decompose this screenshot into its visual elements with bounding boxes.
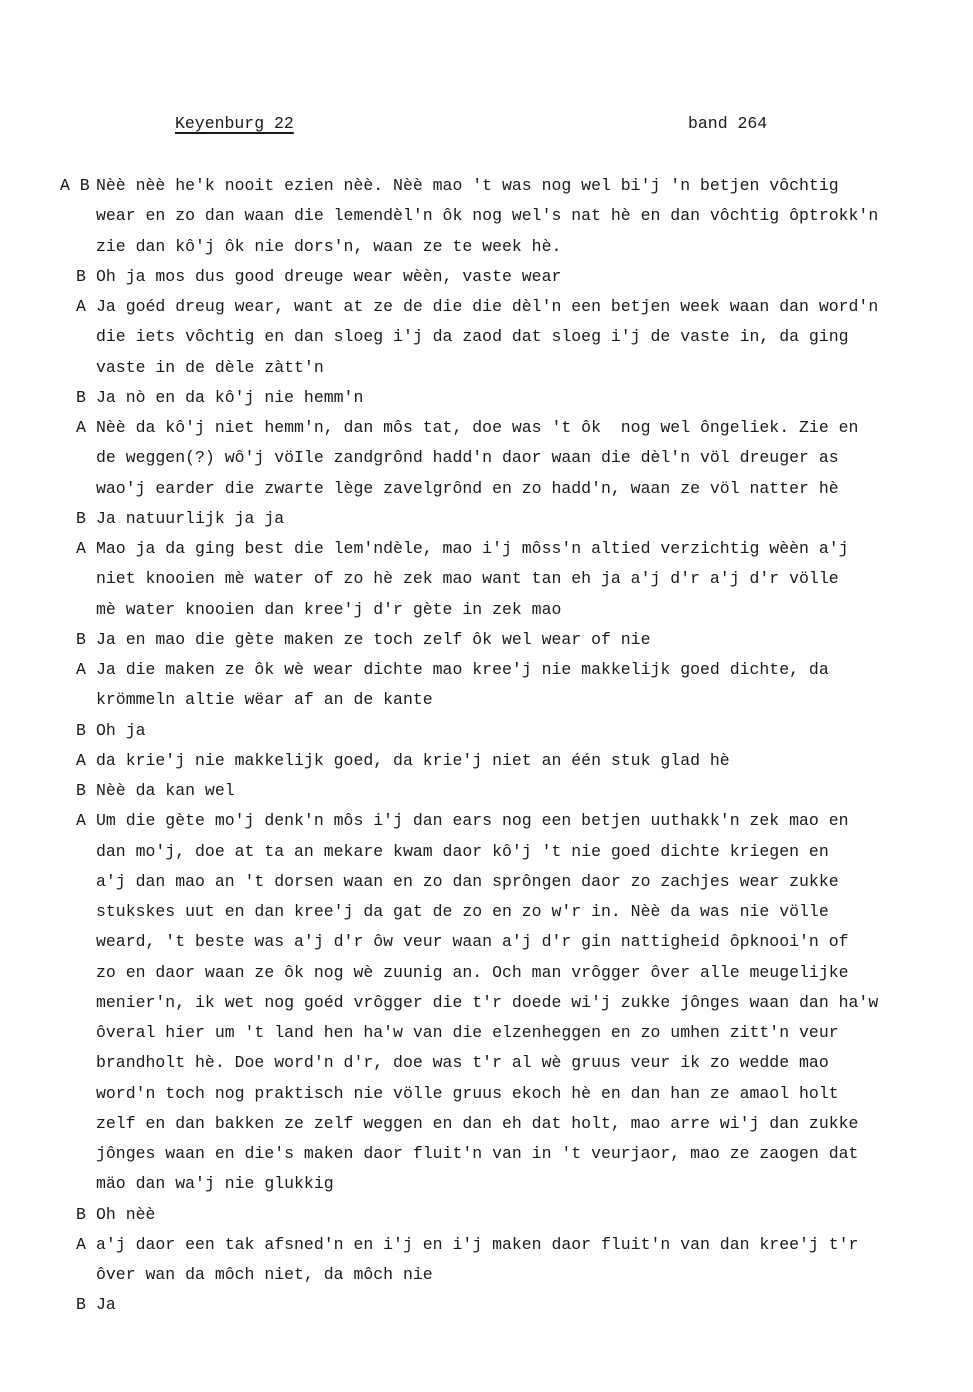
transcript-line: Nèè nèè he'k nooit ezien nèè. Nèè mao 't was nog wel bi'j 'n betjen vôchtig A B [0,171,973,201]
transcript-line: ôver wan da môch niet, da môch nie [96,1265,433,1284]
dialogue-turn [0,1290,973,1320]
transcript-line: mäo dan wa'j nie glukkig [96,1174,334,1194]
speaker-label: A [76,750,86,770]
transcript-line: jônges waan en die's maken daor fluit'n van in 't veurjaor, mao ze zaogen dat [96,1144,859,1163]
transcript-line: zie dan kô'j ôk nie dors'n, waan ze te week hè. [96,236,562,256]
transcript-line: a'j daor een tak afsned'n en i'j en i'j maken daor fluit'n van dan kree'j t'r A [0,1230,973,1260]
dialogue-turn [0,1230,973,1291]
speaker-label: B [76,781,86,800]
speaker-label: B [76,387,86,407]
transcript-line: word'n toch nog praktisch nie völle gruus ekoch hè en dan han ze amaol holt [96,1083,839,1103]
dialogue-turn [0,534,973,625]
dialogue-turn [0,776,973,806]
dialogue-turn [0,171,973,262]
dialogue-turn [0,413,973,504]
transcript-line: da krie'j nie makkelijk goed, da krie'j niet an één stuk glad hè A [0,746,973,776]
transcript-line: Nèè da kô'j niet hemm'n, dan môs tat, doe was 't ôk nog wel ôngeliek. Zie en A [0,413,973,443]
dialogue-turn [0,292,973,383]
transcript-line: weard, 't beste was a'j d'r ôw veur waan a'j d'r gin nattigheid ôpknooi'n of [96,932,849,952]
dialogue-turn [0,262,973,292]
transcript-line: zo en daor waan ze ôk nog wè zuunig an. Och man vrôgger ôver alle meugelijke [96,962,849,982]
transcript-line: de weggen(?) wô'j vöIle zandgrônd hadd'n daor waan die dèl'n völ dreuger as [96,448,839,468]
speaker-label: A [76,297,86,316]
speaker-label: B [76,1295,86,1315]
speaker-label: A [76,1234,86,1254]
dialogue-turn [0,625,973,655]
dialogue-turn [0,1200,973,1230]
transcript-line: vaste in de dèle zàtt'n [96,357,324,377]
transcript-line: Ja en mao die gète maken ze toch zelf ôk wel wear of nie B [0,625,973,655]
dialogue-turn [0,504,973,534]
speaker-label: A B [60,176,90,195]
transcript-line: Ja nò en da kô'j nie hemm'n B [0,383,973,413]
transcript-line: Ja die maken ze ôk wè wear dichte mao kree'j nie makkelijk goed dichte, da A [0,655,973,685]
transcript-line: Ja natuurlijk ja ja B [0,504,973,534]
transcript-line: Ja B [0,1290,973,1320]
transcript-line: stukskes uut en dan kree'j da gat de zo en zo w'r in. Nèè da was nie völle [96,902,829,921]
transcript-line: Oh ja B [0,716,973,746]
transcript-line: a'j dan mao an 't dorsen waan en zo dan sprôngen daor zo zachjes wear zukke [96,871,839,891]
transcript-line: Nèè da kan wel B [0,776,973,806]
dialogue-turn [0,716,973,746]
transcript-line: zelf en dan bakken ze zelf weggen en dan eh dat holt, mao arre wi'j dan zukke [96,1113,859,1133]
dialogue-turn [0,383,973,413]
transcript [0,171,973,1321]
dialogue-turn [0,806,973,1199]
speaker-label: B [76,720,86,740]
speaker-label: A [76,539,86,558]
transcript-line: ôveral hier um 't land hen ha'w van die elzenheggen en zo umhen zitt'n veur [96,1023,839,1042]
transcript-line: niet knooien mè water of zo hè zek mao want tan eh ja a'j d'r a'j d'r völle [96,569,839,589]
tape-band-number: band 264 [688,114,768,133]
transcript-line: Mao ja da ging best die lem'ndèle, mao i'j môss'n altied verzichtig wèèn a'j A [0,534,973,564]
dialogue-turn [0,655,973,716]
speaker-label: B [76,508,86,528]
speaker-label: B [76,266,86,286]
speaker-label: B [76,629,86,649]
speaker-label: A [76,811,86,831]
transcript-line: Oh nèè B [0,1200,973,1230]
dialogue-turn [0,746,973,776]
transcript-line: wear en zo dan waan die lemendèl'n ôk nog wel's nat hè en dan vôchtig ôptrokk'n [96,206,879,226]
transcript-line: wao'j earder die zwarte lège zavelgrônd en zo hadd'n, waan ze völ natter hè [96,478,839,498]
transcript-line: Oh ja mos dus good dreuge wear wèèn, vaste wear B [0,262,973,292]
transcript-line: mè water knooien dan kree'j d'r gète in zek mao [96,599,562,619]
document-title: Keyenburg 22 [175,114,294,133]
transcript-line: die iets vôchtig en dan sloeg i'j da zaod dat sloeg i'j de vaste in, da ging [96,327,849,347]
speaker-label: A [76,418,86,437]
transcript-line: menier'n, ik wet nog goéd vrôgger die t'r doede wi'j zukke jônges waan dan ha'w [96,992,879,1012]
speaker-label: A [76,660,86,679]
transcript-line: Ja goéd dreug wear, want at ze de die die dèl'n een betjen week waan dan word'n A [0,292,973,322]
transcript-line: dan mo'j, doe at ta an mekare kwam daor kô'j 't nie goed dichte kriegen en [96,841,829,861]
transcript-line: brandholt hè. Doe word'n d'r, doe was t'r al wè gruus veur ik zo wedde mao [96,1053,829,1073]
speaker-label: B [76,1204,86,1224]
transcript-line: Um die gète mo'j denk'n môs i'j dan ears nog een betjen uuthakk'n zek mao en A [0,806,973,836]
transcript-line: krömmeln altie wëar af an de kante [96,690,433,710]
